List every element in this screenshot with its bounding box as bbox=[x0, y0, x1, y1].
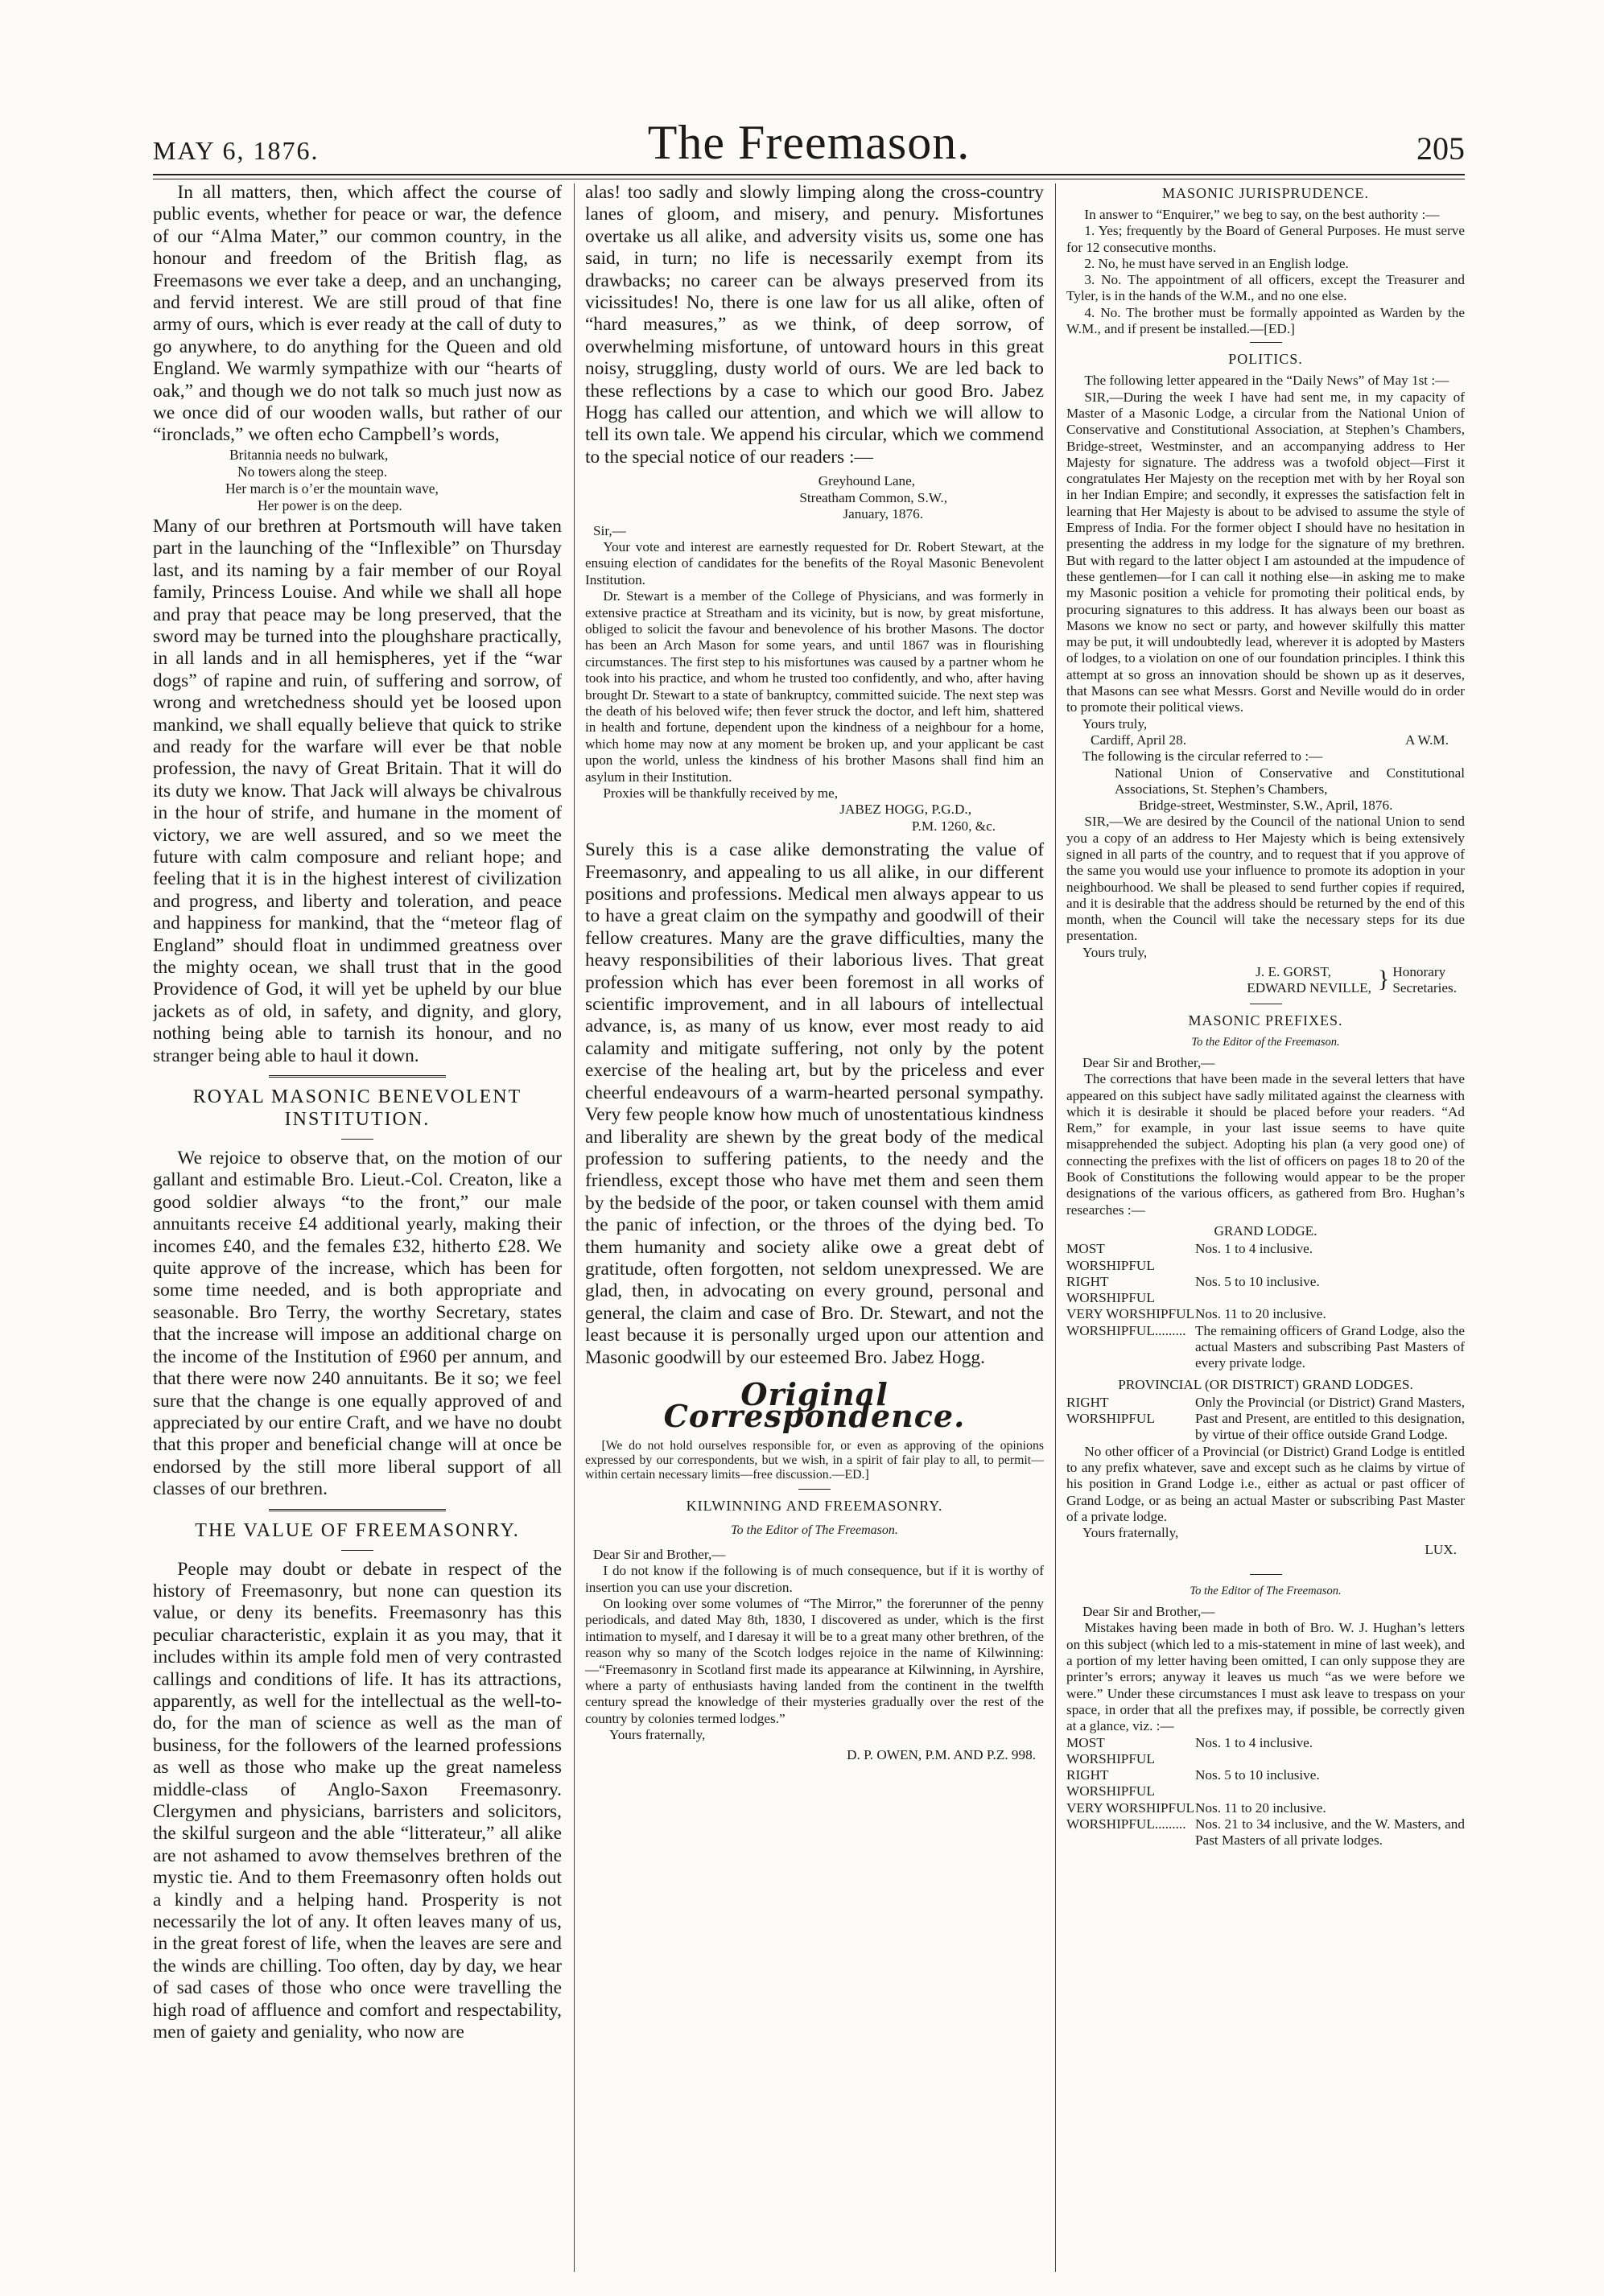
column-divider bbox=[1055, 183, 1056, 2272]
letter-paragraph: On looking over some volumes of “The Mirror,” the forerunner of the penny periodicals, and dated May 8th, 1830, I discovered as under, which is the first intimation to myself, and I daresay it will be to a great many other brethren, of the reason why so many of the Scotch lodges rejoice in the name of Kilwinning:—“Freemasonry in Scotland first made its appearance at Kilwinning, in Ayrshire, where a party of enthusiasts having landed from the continent in the twelfth century spread the knowledge of their mysteries gradually over the rest of the country by colonies termed lodges.” bbox=[585, 1596, 1044, 1726]
letter-signature: LUX. bbox=[1425, 1541, 1457, 1557]
address-line: Greyhound Lane, bbox=[818, 473, 915, 489]
prefix-title: RIGHT WORSHIPFUL bbox=[1066, 1767, 1155, 1799]
paragraph: The following is the circular referred to :— bbox=[1082, 748, 1323, 765]
salutation: Sir,— bbox=[593, 522, 626, 538]
answer-item: 2. No, he must have served in an English lodge. bbox=[1084, 255, 1349, 271]
prefix-title: WORSHIPFUL......... bbox=[1066, 1322, 1186, 1338]
paragraph: alas! too sadly and slowly limping along the cross-country lanes of gloom, and misery, and penury. Misfortunes overtake us all alike, and adversity visits us, some one has said, in turn; no life is necessarily exempt from its drawbacks; no career can be always preserved from its vicissitudes! No, there is one law for us all alike, often of “hard measures,” as we think, of deep sorrow, of overwhelming misfortune, of untoward hours in this great noisy, struggling, dusty world of ours. We are led back to these reflections by a case to which our good Bro. Jabez Hogg has called our attention, and which we will allow to tell its own tale. We append his circular, which we commend to the special notice of our readers :— bbox=[585, 182, 1044, 468]
section-rule bbox=[269, 1075, 446, 1078]
verse-line: Britannia needs no bulwark, bbox=[229, 446, 389, 463]
letter-close: Yours fraternally, bbox=[1082, 1525, 1179, 1541]
letter-addressee: To the Editor of the Freemason. bbox=[1191, 1035, 1340, 1049]
prefix-range: Nos. 21 to 34 inclusive, and the W. Masters, and Past Masters of all private lodges. bbox=[1195, 1816, 1465, 1849]
masthead bbox=[153, 113, 1465, 171]
prefix-range: Nos. 11 to 20 inclusive. bbox=[1195, 1306, 1326, 1322]
letter-close: Yours fraternally, bbox=[609, 1727, 706, 1743]
paragraph: People may doubt or debate in respect of the history of Freemasonry, but none can question its value, or deny its benefits. Freemasonry has this peculiar characteristic, explain it as you may, that it includes within its ample fold men of very contrasted callings and conditions of life. It has its attractions, apparently, as well for the intellectual as the well-to-do, for the man of science as well as the man of business, for the followers of the learned professions as well as those who make up the great nameless middle-class of Anglo-Saxon Freemasonry. Clergymen and physicians, barristers and solicitors, the skilful surgeon and the able “litterateur,” all alike are not ashamed to avow themselves brethren of the mystic tie. And to them Freemasonry often holds out a kindly and a helping hand. Prosperity is not necessarily the lot of any. It often leaves many of us, in the great forest of life, when the leaves are sere and the winds are chilling. Too often, day by day, we hear of sad cases of those who once were travelling the high road of affluence and comfort and respectability, men of gaiety and geniality, who now are bbox=[153, 1558, 562, 2043]
address-line: January, 1876. bbox=[843, 506, 923, 522]
answer-item: 4. No. The brother must be formally appointed as Warden by the W.M., and if present be installed.—[ED.] bbox=[1066, 304, 1465, 337]
table-heading: PROVINCIAL (OR DISTRICT) GRAND LODGES. bbox=[1118, 1376, 1413, 1392]
column-2 bbox=[585, 182, 1044, 2274]
heading-dash bbox=[341, 1139, 373, 1140]
prefix-range: Only the Provincial (or District) Grand Masters, Past and Present, are entitled to this designation, by virtue of their office outside Grand Lodge. bbox=[1195, 1394, 1465, 1443]
article-heading: MASONIC PREFIXES. bbox=[1188, 1012, 1343, 1028]
prefix-range: Nos. 11 to 20 inclusive. bbox=[1195, 1799, 1326, 1816]
answer-item: 3. No. The appointment of all officers, except the Treasurer and Tyler, is in the hands of the W.M., and no one else. bbox=[1066, 272, 1465, 304]
prefix-title: VERY WORSHIPFUL bbox=[1066, 1306, 1195, 1322]
circular-paragraph: SIR,—We are desired by the Council of the national Union to send you a copy of an address to Her Majesty which is being extensively signed in all parts of the country, and to request that if you approve of the same you would use your influence to promote its adoption in your neighbourhood. We shall be pleased to send further copies if required, and it is desirable that the address should be returned by the end of this month, when the Council will take the necessary steps for its due presentation. bbox=[1066, 814, 1465, 944]
letter-signature: A W.M. bbox=[1405, 732, 1449, 748]
column-1 bbox=[153, 182, 562, 2274]
masthead-rule bbox=[153, 174, 1465, 175]
circular-close: Yours truly, bbox=[1082, 944, 1148, 960]
prefix-row bbox=[1066, 1306, 1465, 1322]
prefix-row bbox=[1066, 1800, 1465, 1816]
letter-heading: KILWINNING AND FREEMASONRY. bbox=[686, 1498, 943, 1515]
table-heading: GRAND LODGE. bbox=[1214, 1222, 1317, 1239]
circular-signature: JABEZ HOGG, P.G.D., bbox=[839, 802, 971, 818]
paragraph: In all matters, then, which affect the course of public events, whether for peace or war, the defence of our “Alma Mater,” our common country, in the honour and freedom of the British flag, as Freemasons we ever take a deep, and an unchanging, and fervid interest. We are still proud of that fine army of ours, which is ever ready at the call of duty to go anywhere, to do anything for the Queen and old England. We warmly sympathize with our “hearts of oak,” and though we do not talk so much just now as we once did of our wooden walls, but rather of our “ironclads,” we often echo Campbell’s words, bbox=[153, 182, 562, 446]
letter-paragraph: SIR,—During the week I have had sent me, in my capacity of Master of a Masonic Lodge, a circular from the National Union of Conservative and Constitutional Association, at Stephen’s Chambers, Bridge-street, Westminster, and an accompanying address to Her Majesty for signature. The address was a twofold object—First it congratulates Her Majesty on the reception met with by her Royal son in her Indian Empire; and secondly, it expresses the satisfaction felt in learning that Her Majesty is about to be advised to assume the style of Empress of India. For the former object I should have no hesitation in presenting the address in my lodge for the signature of my brethren. But with regard to the latter object I am astounded at the impudence of these gentlemen—for I can call it nothing else—in asking me to make my Masonic position a vehicle for promoting their political ends, by procuring signatures to this address. It has always been our boast as Masons we know no sect or party, and however skilfully this matter may be put, it will undoubtedly lead, wherever it is adopted by Masters of lodges, to a violation on one of our foundation principles. I think this attempt at so gross an innovation should be shown up as it deserves, that Masons can see what Messrs. Gorst and Neville would do in order to promote their political views. bbox=[1066, 389, 1465, 715]
circular-heading: National Union of Conservative and Constitutional Associations, St. Stephen’s Chambers, bbox=[1115, 765, 1465, 797]
newspaper-title: The Freemason. bbox=[647, 116, 971, 169]
signatory-role: Honorary bbox=[1392, 964, 1446, 980]
circular-paragraph: Proxies will be thankfully received by me, bbox=[603, 785, 838, 801]
prefix-row bbox=[1066, 1274, 1465, 1307]
signatory-role: Secretaries. bbox=[1392, 980, 1457, 996]
letter-paragraph: No other officer of a Provincial (or District) Grand Lodge is entitled to any prefix whatever, save and except such as he claims by virtue of his position in Grand Lodge i.e., either as actual or past officer of Grand Lodge, or as being an actual Master or subscribing Past Master of a private lodge. bbox=[1066, 1443, 1465, 1524]
letter-addressee: To the Editor of The Freemason. bbox=[1190, 1584, 1342, 1597]
letter-signature: D. P. OWEN, P.M. AND P.Z. 998. bbox=[847, 1746, 1036, 1762]
paragraph: We rejoice to observe that, on the motion of our gallant and estimable Bro. Lieut.-Col. Creaton, like a good soldier always “to the front,” our male annuitants receive £4 additional yearly, making their incomes £40, and the females £32, hitherto £28. We quite approve of the increase, which has been for some time needed, and is both appropriate and seasonable. Bro Terry, the worthy Secretary, states that the increase will impose an additional charge on the income of the Institution of £960 per annum, and that there were now 240 annuitants. Be it so; we feel sure that the change is one equally approved of and appreciated by our entire Craft, and we have no doubt that this proper and beneficial change will at once be endorsed by the still more liberal support of all classes of our brethren. bbox=[153, 1148, 562, 1500]
circular-paragraph: Dr. Stewart is a member of the College of Physicians, and was formerly in extensive practice at Streatham and its vicinity, but is now, by great misfortune, obliged to solicit the favour and benevolence of his brother Masons. The doctor has been an Arch Mason for some years, and until 1867 was in flourishing circumstances. The first step to his misfortunes was caused by a partner whom he took into his practice, and whom he trusted too confidently, and who, after having brought Dr. Stewart to a state of bankruptcy, committed suicide. The next step was the death of his beloved wife; then fever struck the doctor, and left him, shattered in health and fortune, dependent upon the kindness of a neighbour for a home, which home may now at any moment be broken up, and your applicant be cast upon the world, unless the kindness of his brother Masons shall find him an asylum in their Institution. bbox=[585, 588, 1044, 785]
prefix-range: The remaining officers of Grand Lodge, also the actual Masters and subscribing Past Masters of every private lodge. bbox=[1195, 1322, 1465, 1371]
letter-sign-row bbox=[1066, 732, 1465, 748]
heading-dash bbox=[341, 1550, 373, 1551]
paragraph: In answer to “Enquirer,” we beg to say, on the best authority :— bbox=[1084, 207, 1440, 222]
prefix-range: Nos. 1 to 4 inclusive. bbox=[1195, 1734, 1313, 1750]
editorial-note: [We do not hold ourselves responsible for, or even as approving of the opinions expressed by our correspondents, but we wish, in a spirit of fair play to all, to permit—within certain necessary limits—free discussion.—ED.] bbox=[585, 1438, 1044, 1482]
heading-dash bbox=[1250, 342, 1282, 343]
section-rule bbox=[269, 1509, 446, 1511]
answer-item: 1. Yes; frequently by the Board of General Purposes. He must serve for 12 consecutive months. bbox=[1066, 223, 1465, 255]
prefix-table bbox=[1066, 1395, 1465, 1444]
article-heading: POLITICS. bbox=[1228, 351, 1303, 368]
column-divider bbox=[574, 183, 575, 2272]
article-heading: THE VALUE OF FREEMASONRY. bbox=[195, 1519, 520, 1541]
brace: } bbox=[1377, 966, 1390, 993]
letter-paragraph: The corrections that have been made in the several letters that have appeared on this subject have sadly militated against the clearness with which it is desirable it should be placed before your readers. “Ad Rem,” for example, in your last issue seems to have quite misapprehended the subject. Adopting his plan (a very good one) of connecting the prefixes with the list of officers on pages 18 to 20 of the Book of Constitutions the following would appear to be the proper designations of the various officers, as gathered from Bro. Hughan’s researches :— bbox=[1066, 1071, 1465, 1218]
heading-dash bbox=[798, 1489, 831, 1490]
circular-address bbox=[585, 473, 1044, 522]
heading-dash bbox=[1250, 1574, 1282, 1575]
prefix-title: WORSHIPFUL......... bbox=[1066, 1816, 1186, 1832]
prefix-range: Nos. 5 to 10 inclusive. bbox=[1195, 1767, 1320, 1783]
section-title: Original Correspondence. bbox=[663, 1375, 966, 1435]
prefix-table bbox=[1066, 1735, 1465, 1849]
circular-heading: Bridge-street, Westminster, S.W., April, 1876. bbox=[1139, 798, 1393, 814]
circular-signature-rank: P.M. 1260, &c. bbox=[911, 818, 996, 834]
prefix-title: RIGHT WORSHIPFUL bbox=[1066, 1394, 1155, 1427]
salutation: Dear Sir and Brother,— bbox=[1082, 1604, 1215, 1620]
letter-close: Yours truly, bbox=[1082, 715, 1148, 732]
prefix-title: MOST WORSHIPFUL bbox=[1066, 1241, 1155, 1273]
column-3 bbox=[1066, 182, 1465, 2274]
paragraph: The following letter appeared in the “Daily News” of May 1st :— bbox=[1084, 373, 1449, 389]
signatory: J. E. GORST, bbox=[1256, 964, 1331, 980]
prefix-title: RIGHT WORSHIPFUL bbox=[1066, 1273, 1155, 1306]
prefix-title: VERY WORSHIPFUL bbox=[1066, 1799, 1195, 1816]
page-number: 205 bbox=[1416, 130, 1465, 167]
verse-line: Her power is on the deep. bbox=[258, 497, 402, 513]
letter-paragraph: Mistakes having been made in both of Bro. W. J. Hughan’s letters on this subject (which led to a mis-statement in mine of last week), and a portion of my letter having been omitted, I can only suppose they are printer’s errors; anyway it leaves us much “as we were before we were.” Under these circumstances I must ask leave to trespass on your space, in order that all the prefixes may, if possible, be correctly given at a glance, viz. :— bbox=[1066, 1620, 1465, 1734]
letter-addressee: To the Editor of The Freemason. bbox=[731, 1523, 898, 1538]
article-heading: ROYAL MASONIC BENEVOLENT INSTITUTION. bbox=[192, 1086, 522, 1131]
prefix-row bbox=[1066, 1241, 1465, 1274]
signatory: EDWARD NEVILLE, bbox=[1247, 980, 1371, 996]
prefix-range: Nos. 5 to 10 inclusive. bbox=[1195, 1273, 1320, 1289]
prefix-row bbox=[1066, 1767, 1465, 1800]
circular-paragraph: Your vote and interest are earnestly requested for Dr. Robert Stewart, at the ensuing election of candidates for the benefits of the Royal Masonic Benevolent Institution. bbox=[585, 538, 1044, 587]
prefix-table bbox=[1066, 1241, 1465, 1371]
issue-date: MAY 6, 1876. bbox=[153, 136, 320, 165]
paragraph: Surely this is a case alike demonstrating the value of Freemasonry, and appealing to us all alike, in our different positions and professions. Medical men always appear to us to have a great claim on the sympathy and goodwill of their fellow creatures. Many are the grave difficulties, many the heavy responsibilities of their laborious lives. That great profession which has ever been foremost in all works of scientific improvement, and in all labours of intellectual advance, is, as many of us know, ever most ready to aid calamity and mitigate suffering, not only by the potent exercise of the healing art, but by the priceless and ever cheerful endeavours of a warm-hearted personal sympathy. Very few people know how much of unostentatious kindness and liberality are shewn by the great body of the medical profession to suffering patients, to the needy and the friendless, except those who have met them and seen them by the bedside of the poor, or taken counsel with them amid the panic of infection, or the throes of the dying bed. To them humanity and society alike owe a great debt of gratitude, often forgotten, not seldom unexpressed. We are glad, then, in advocating on every ground, personal and general, the claim and case of Bro. Dr. Stewart, and not the least because it is personally urged upon our attention and Masonic goodwill by our esteemed Bro. Jabez Hogg. bbox=[585, 839, 1044, 1368]
letter-place-date: Cardiff, April 28. bbox=[1091, 732, 1187, 748]
article-heading: MASONIC JURISPRUDENCE. bbox=[1161, 185, 1370, 201]
verse-line: No towers along the steep. bbox=[237, 463, 388, 480]
prefix-row bbox=[1066, 1735, 1465, 1768]
prefix-row bbox=[1066, 1395, 1465, 1444]
address-line: Streatham Common, S.W., bbox=[799, 489, 947, 505]
prefix-title: MOST WORSHIPFUL bbox=[1066, 1734, 1155, 1766]
circular-signatures bbox=[1066, 964, 1465, 997]
prefix-row bbox=[1066, 1816, 1465, 1849]
verse-line: Her march is o’er the mountain wave, bbox=[225, 480, 439, 497]
prefix-range: Nos. 1 to 4 inclusive. bbox=[1195, 1241, 1313, 1257]
salutation: Dear Sir and Brother,— bbox=[593, 1546, 726, 1562]
paragraph: Many of our brethren at Portsmouth will have taken part in the launching of the “Inflexible” on Thursday last, and its naming by a fair member of our Royal family, Princess Louise. And while we shall all hope and pray that peace may be long preserved, that the sword may be turned into the ploughshare practically, in all lands and in all hemispheres, yet if the “war dogs” of rapine and ruin, of suffering and sorrow, of wrong and wretchedness should yet be loosed upon mankind, we shall equally believe that quick to strike and ready for the warfare will ever be that noble profession, the navy of Great Britain. That it will do its duty we know. That Jack will always be chivalrous in the hour of strife, and humane in the moment of victory, we are well assured, and so we meet the future with calm composure and reliant hope; and feeling that it is in the highest interest of civilization and progress, and liberty and toleration, and peace and happiness for mankind, that the “meteor flag of England” should float in undimmed greatness over the mighty ocean, we shall trust that in the good Providence of God, it will yet be upheld by our blue jackets as of old, in safety, and dignity, and glory, nothing being able to tarnish its honour, and no stranger being able to haul it down. bbox=[153, 515, 562, 1066]
letter-paragraph: I do not know if the following is of much consequence, but if it is worthy of insertion you can use your discretion. bbox=[585, 1563, 1044, 1595]
verse-quote bbox=[153, 447, 562, 514]
prefix-row bbox=[1066, 1323, 1465, 1372]
salutation: Dear Sir and Brother,— bbox=[1082, 1054, 1215, 1070]
